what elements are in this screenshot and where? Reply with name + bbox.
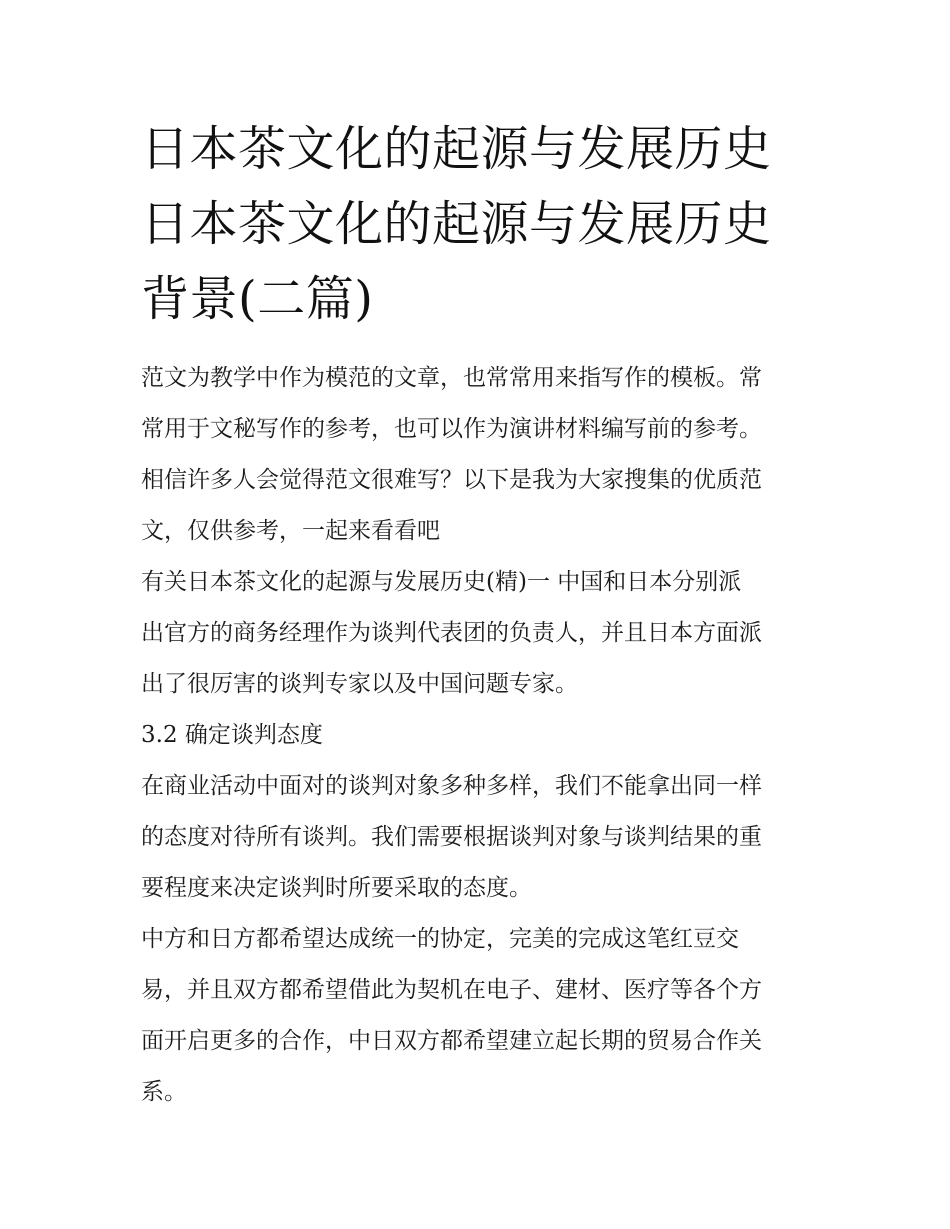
article-paragraph — [141, 761, 821, 914]
text-line: 出了很厉害的谈判专家以及中国问题专家。 — [141, 671, 578, 697]
document-content — [141, 112, 821, 1118]
text-line: 中方和日方都希望达成统一的协定，完美的完成这笔红豆交 — [141, 926, 739, 952]
text-line: 文，仅供参考，一起来看看吧 — [141, 518, 440, 544]
text-line: 要程度来决定谈判时所要采取的态度。 — [141, 875, 532, 901]
title-line: 日本茶文化的起源与发展历史 — [141, 121, 772, 177]
article-paragraph — [141, 914, 821, 1118]
text-line: 范文为教学中作为模范的文章，也常常用来指写作的模板。常 — [141, 365, 762, 391]
text-line: 面开启更多的合作，中日双方都希望建立起长期的贸易合作关 — [141, 1028, 762, 1054]
text-line: 相信许多人会觉得范文很难写？以下是我为大家搜集的优质范 — [141, 467, 762, 493]
text-line: 出官方的商务经理作为谈判代表团的负责人，并且日本方面派 — [141, 620, 762, 646]
title-line: 日本茶文化的起源与发展历史 — [141, 196, 772, 252]
document-body — [141, 353, 821, 1118]
text-line: 易，并且双方都希望借此为契机在电子、建材、医疗等各个方 — [141, 977, 762, 1003]
intro-paragraph — [141, 353, 821, 557]
text-line: 的态度对待所有谈判。我们需要根据谈判对象与谈判结果的重 — [141, 824, 762, 850]
text-line: 在商业活动中面对的谈判对象多种多样，我们不能拿出同一样 — [141, 773, 762, 799]
text-line: 常用于文秘写作的参考，也可以作为演讲材料编写前的参考。 — [141, 416, 762, 442]
title-line: 背景(二篇) — [141, 271, 374, 327]
section-heading — [141, 710, 821, 761]
article-paragraph — [141, 557, 821, 710]
document-title — [141, 112, 821, 337]
text-line: 系。 — [141, 1079, 187, 1105]
text-line: 有关日本茶文化的起源与发展历史(精)一 中国和日本分别派 — [141, 569, 742, 595]
text-line: 3.2 确定谈判态度 — [141, 722, 323, 748]
